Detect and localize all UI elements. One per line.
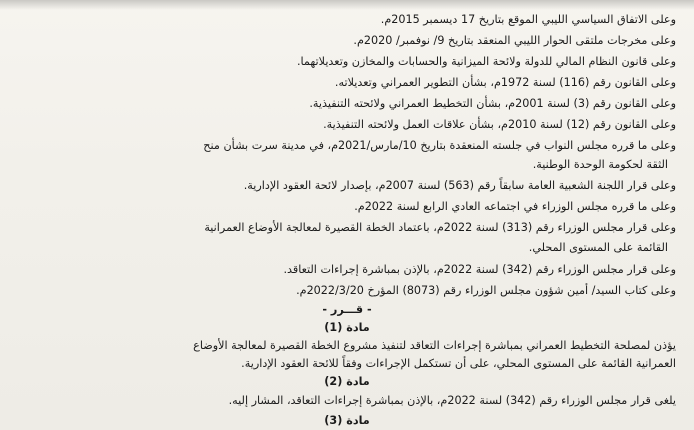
article-2-line-1: يلغى قرار مجلس الوزراء رقم (342) لسنة 2022م، بالإذن بمباشرة إجراءات التعاقد، المشار إليه. bbox=[228, 394, 676, 407]
decision-heading: - قـــرر - bbox=[322, 303, 372, 316]
preamble-line-1: وعلى الاتفاق السياسي الليبي الموقع بتاريخ 17 ديسمبر 2015م. bbox=[380, 13, 676, 26]
preamble-line-9: وعلى قرار اللجنة الشعبية العامة سابقاً رقم (563) لسنة 2007م، بإصدار لائحة العقود الإدارية. bbox=[243, 179, 676, 192]
preamble-line-8: الثقة لحكومة الوحدة الوطنية. bbox=[532, 158, 668, 171]
preamble-line-3: وعلى قانون النظام المالي للدولة ولائحة الميزانية والحسابات والمخازن وتعديلاتهما. bbox=[296, 55, 676, 68]
preamble-line-5: وعلى القانون رقم (3) لسنة 2001م، بشأن التخطيط العمراني ولائحته التنفيذية. bbox=[309, 97, 676, 110]
preamble-line-4: وعلى القانون رقم (116) لسنة 1972م، بشأن التطوير العمراني وتعديلاته. bbox=[334, 76, 676, 89]
article-1-line-2: العمرانية القائمة على المستوى المحلي، على أن تستكمل الإجراءات وفقاً للائحة العقود الإدارية. bbox=[241, 357, 676, 370]
preamble-line-6: وعلى القانون رقم (12) لسنة 2010م، بشأن علاقات العمل ولائحته التنفيذية. bbox=[323, 118, 676, 131]
article-1-title: مادة (1) bbox=[324, 321, 370, 334]
preamble-line-14: وعلى كتاب السيد/ أمين شؤون مجلس الوزراء رقم (8073) المؤرخ 2022/3/20م. bbox=[296, 284, 676, 297]
article-1-line-1: يؤذن لمصلحة التخطيط العمراني بمباشرة إجراءات التعاقد لتنفيذ مشروع الخطة القصيرة لمعالجة الأوضاع bbox=[193, 339, 676, 352]
article-2-title: مادة (2) bbox=[324, 375, 370, 388]
preamble-line-7: وعلى ما قرره مجلس النواب في جلسته المنعقدة بتاريخ 10/مارس/2021م، في مدينة سرت بشأن منح bbox=[203, 139, 676, 152]
top-shadow bbox=[0, 0, 694, 10]
preamble-line-12: القائمة على المستوى المحلي. bbox=[528, 241, 668, 254]
preamble-line-10: وعلى ما قرره مجلس الوزراء في اجتماعه العادي الرابع لسنة 2022م. bbox=[354, 200, 676, 213]
preamble-line-13: وعلى قرار مجلس الوزراء رقم (342) لسنة 2022م، بالإذن بمباشرة إجراءات التعاقد. bbox=[283, 263, 676, 276]
preamble-line-11: وعلى قرار مجلس الوزراء رقم (313) لسنة 2022م، باعتماد الخطة القصيرة لمعالجة الأوضاع العمرانية bbox=[204, 221, 676, 234]
article-3-title: مادة (3) bbox=[324, 414, 370, 427]
preamble-line-2: وعلى مخرجات ملتقى الحوار الليبي المنعقد بتاريخ 9/ نوفمبر/ 2020م. bbox=[353, 34, 676, 47]
